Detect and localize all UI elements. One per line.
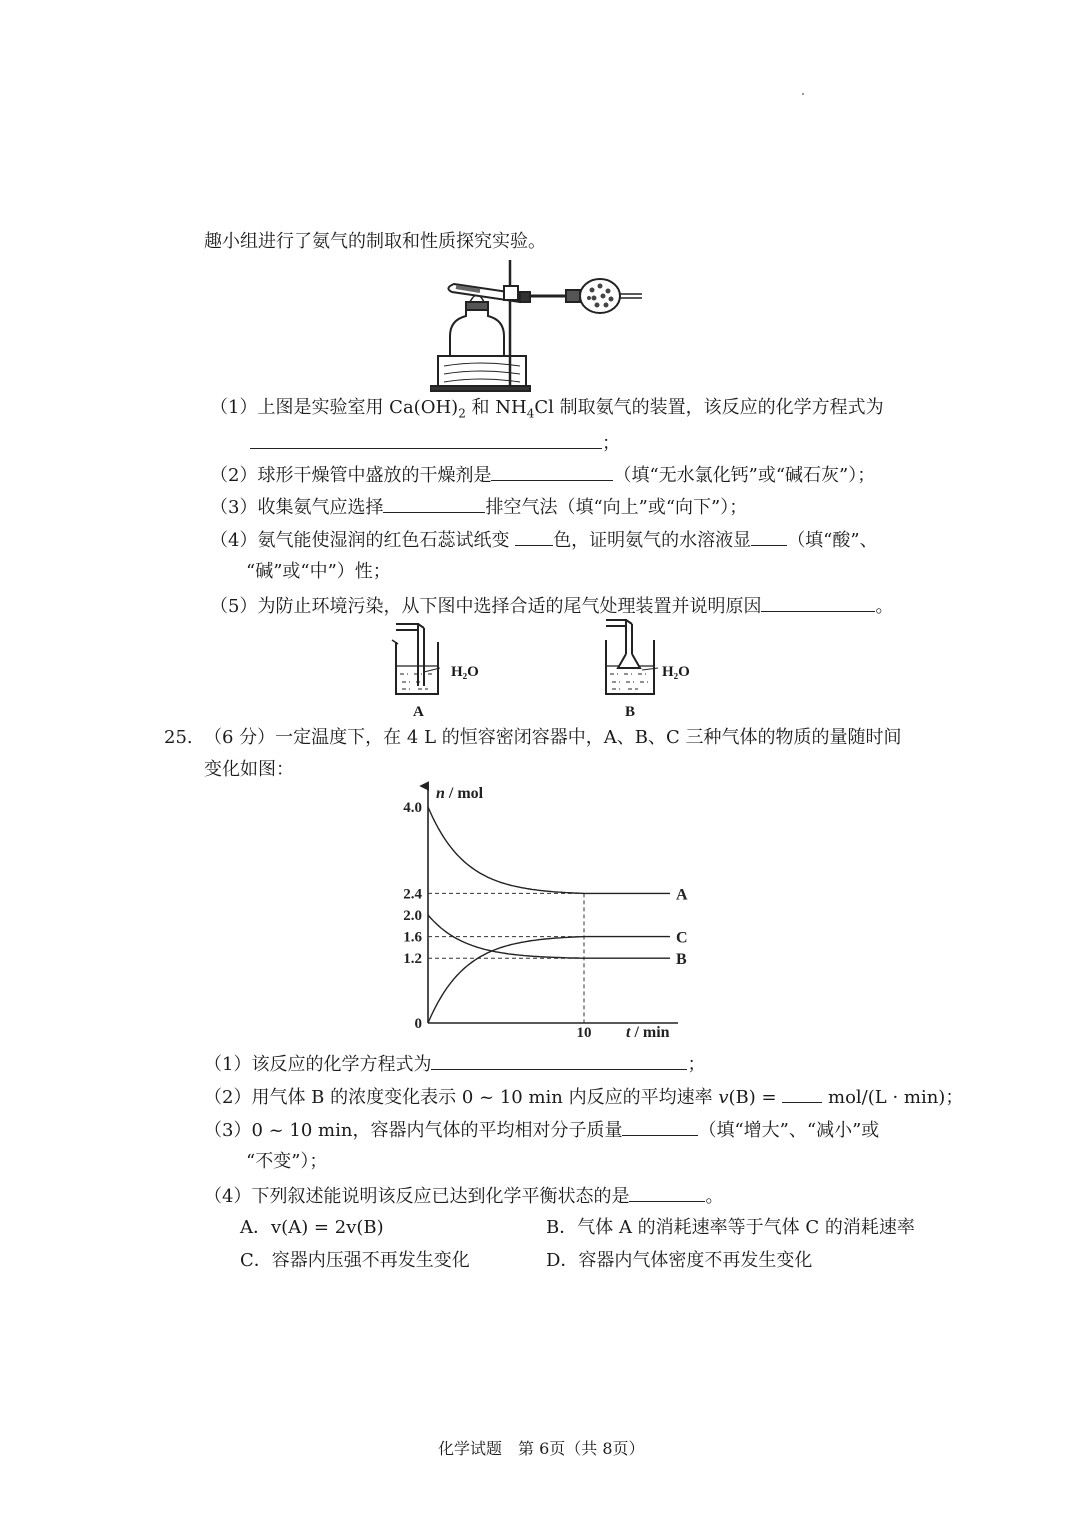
q24-part5-blank[interactable] <box>761 593 875 612</box>
beaker-b-water-label: H₂O <box>662 664 690 680</box>
q24-part1-text-b: 和 NH <box>465 397 527 418</box>
q25-part3-text-a: 0 ~ 10 min，容器内气体的平均相对分子质量 <box>251 1120 623 1141</box>
q24-part2-number: （2） <box>210 465 258 486</box>
y-tick-label-1.2: 1.2 <box>403 951 422 968</box>
beaker-a-water-label: H₂O <box>451 664 479 680</box>
q25-part3-blank[interactable] <box>622 1117 698 1136</box>
q24-part4-text-a: 氨气能使湿润的红色石蕊试纸变 <box>257 530 516 551</box>
q24-part1-sub1: 2 <box>458 406 466 421</box>
ammonia-apparatus-figure <box>430 258 645 393</box>
q25-part1-number: （1） <box>204 1054 252 1075</box>
series-label-C: C <box>676 929 688 947</box>
q25-option-c[interactable]: C．容器内压强不再发生变化 <box>240 1250 470 1271</box>
q24-part4-blank-nature[interactable] <box>751 527 787 546</box>
q25-part1-end: ； <box>687 1054 706 1075</box>
q24-part4 <box>210 527 878 553</box>
q25-part2-text-a: 用气体 B 的浓度变化表示 0 ~ 10 min 内反应的平均速率 <box>251 1087 719 1108</box>
q25-part2-text-c: mol/(L · min)； <box>822 1087 964 1108</box>
q25-part1-blank[interactable] <box>431 1051 687 1070</box>
q24-part1-sub2: 4 <box>526 406 535 421</box>
q24-part5-text-a: 为防止环境污染，从下图中选择合适的尾气处理装置并说明原因 <box>257 596 762 617</box>
q24-part2-text-a: 球形干燥管中盛放的干燥剂是 <box>257 465 492 486</box>
q24-part2 <box>210 462 875 488</box>
q25-part2-number: （2） <box>204 1087 252 1108</box>
q24-part3 <box>210 494 747 520</box>
beaker-a-figure <box>388 620 488 700</box>
q25-part3-number: （3） <box>204 1120 252 1141</box>
q24-part5-number: （5） <box>210 596 258 617</box>
q25-part4-end: 。 <box>705 1186 724 1207</box>
q24-part3-number: （3） <box>210 497 258 518</box>
q25-part2-v: v <box>718 1087 729 1108</box>
q25-part3-text-b: （填“增大”、“减小”或 <box>698 1120 880 1141</box>
page-footer: 化学试题 第 6页（共 8页） <box>438 1439 645 1458</box>
q24-part1-blank[interactable] <box>250 430 602 449</box>
q24-part1-answer-line <box>250 430 620 456</box>
q25-option-d[interactable]: D．容器内气体密度不再发生变化 <box>546 1250 813 1271</box>
beaker-b-figure <box>598 616 698 700</box>
q24-part4-line2: “碱”或“中”）性； <box>246 561 391 582</box>
q24-part2-blank[interactable] <box>491 462 613 481</box>
y-tick-label-4.0: 4.0 <box>403 800 422 816</box>
q25-part4 <box>204 1183 723 1209</box>
q25-part2-text-b: (B) = <box>728 1087 783 1108</box>
q25-part4-number: （4） <box>204 1186 252 1207</box>
q24-part3-text-a: 收集氨气应选择 <box>257 497 384 518</box>
intro-line: 趣小组进行了氨气的制取和性质探究实验。 <box>204 231 546 252</box>
q24-part1 <box>210 396 884 426</box>
q25-stem-line2: 变化如图： <box>204 759 294 780</box>
q25-option-b[interactable]: B．气体 A 的消耗速率等于气体 C 的消耗速率 <box>546 1217 915 1238</box>
q24-part3-blank[interactable] <box>383 494 485 513</box>
q24-part1-end: ； <box>602 433 620 454</box>
q24-part4-blank-color[interactable] <box>515 527 553 546</box>
y-tick-label-2.4: 2.4 <box>403 886 422 903</box>
q25-part1 <box>204 1051 705 1077</box>
q25-stem-line1: （6 分）一定温度下，在 4 L 的恒容密闭容器中，A、B、C 三种气体的物质的量随时间 <box>204 727 902 748</box>
q24-part4-text-c: （填“酸”、 <box>787 530 878 551</box>
q25-part4-blank[interactable] <box>629 1183 705 1202</box>
q25-option-a[interactable]: A．v(A) = 2v(B) <box>240 1217 384 1238</box>
x-tick-label-10: 10 <box>576 1025 592 1041</box>
q24-part1-number: （1） <box>210 397 258 418</box>
q24-part5-end: 。 <box>875 596 894 617</box>
q24-part1-text-c: Cl 制取氨气的装置，该反应的化学方程式为 <box>534 397 884 418</box>
q25-part1-text: 该反应的化学方程式为 <box>251 1054 432 1075</box>
q24-part2-text-b: （填“无水氯化钙”或“碱石灰”）； <box>613 465 876 486</box>
y-tick-label-2.0: 2.0 <box>403 908 422 924</box>
q25-part3-line2: “不变”）； <box>246 1151 328 1172</box>
q25-part3 <box>204 1117 879 1143</box>
amount-time-chart <box>380 780 700 1050</box>
q24-part1-text-a: 上图是实验室用 Ca(OH) <box>257 397 459 418</box>
beaker-b-label: B <box>625 704 636 720</box>
q25-part2 <box>204 1084 963 1110</box>
q24-part5 <box>210 593 893 619</box>
series-label-A: A <box>676 886 688 904</box>
scan-dot <box>802 93 804 95</box>
y-axis-label: n / mol <box>436 785 484 802</box>
q24-part4-text-b: 色，证明氨气的水溶液显 <box>553 530 752 551</box>
y-tick-label-1.6: 1.6 <box>403 929 422 946</box>
series-line-C <box>428 937 670 1023</box>
x-axis-label: t / min <box>626 1024 670 1041</box>
series-line-A <box>428 807 670 893</box>
q25-part2-blank[interactable] <box>782 1084 822 1103</box>
series-label-B: B <box>676 951 687 969</box>
q25-number: 25. <box>164 727 193 748</box>
q25-part4-text: 下列叙述能说明该反应已达到化学平衡状态的是 <box>251 1186 630 1207</box>
q24-part3-text-b: 排空气法（填“向上”或“向下”）； <box>485 497 748 518</box>
beaker-a-label: A <box>413 704 424 720</box>
q24-part4-number: （4） <box>210 530 258 551</box>
y-tick-label-0: 0 <box>414 1016 422 1032</box>
